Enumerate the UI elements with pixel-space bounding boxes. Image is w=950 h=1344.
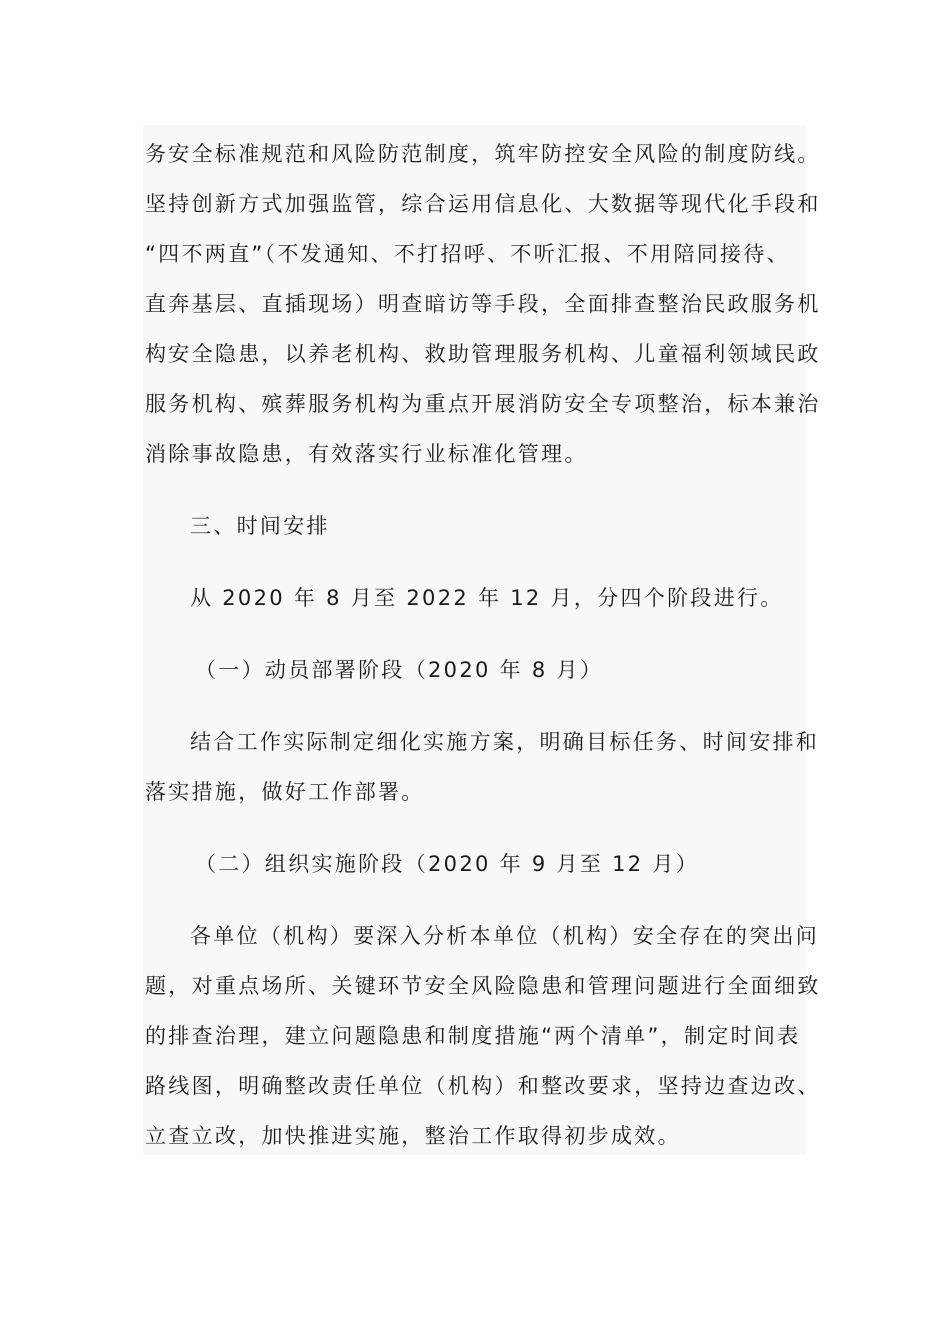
paragraph-line: 各单位（机构）要深入分析本单位（机构）安全存在的突出问 bbox=[190, 924, 820, 948]
subsection-heading: （二）组织实施阶段（2020 年 9 月至 12 月） bbox=[195, 852, 700, 876]
paragraph-line: 消除事故隐患，有效落实行业标准化管理。 bbox=[145, 442, 588, 466]
subsection-heading: （一）动员部署阶段（2020 年 8 月） bbox=[195, 658, 604, 682]
paragraph-line: “四不两直”（不发通知、不打招呼、不听汇报、不用陪同接待、 bbox=[145, 242, 790, 266]
paragraph-line: 路线图，明确整改责任单位（机构）和整改要求，坚持边查边改、 bbox=[145, 1074, 821, 1098]
paragraph-line: 务安全标准规范和风险防范制度，筑牢防控安全风险的制度防线。 bbox=[145, 142, 821, 166]
paragraph-line: 服务机构、殡葬服务机构为重点开展消防安全专项整治，标本兼治 bbox=[145, 392, 821, 416]
paragraph-line: 的排查治理，建立问题隐患和制度措施“两个清单”，制定时间表 bbox=[145, 1024, 801, 1048]
paragraph-line: 直奔基层、直插现场）明查暗访等手段，全面排查整治民政服务机 bbox=[145, 292, 821, 316]
paragraph-line: 题，对重点场所、关键环节安全风险隐患和管理问题进行全面细致 bbox=[145, 974, 821, 998]
paragraph-line: 从 2020 年 8 月至 2022 年 12 月，分四个阶段进行。 bbox=[190, 586, 784, 610]
paragraph-line: 构安全隐患，以养老机构、救助管理服务机构、儿童福利领域民政 bbox=[145, 342, 821, 366]
paragraph-line: 坚持创新方式加强监管，综合运用信息化、大数据等现代化手段和 bbox=[145, 192, 821, 216]
paragraph-line: 立查立改，加快推进实施，整治工作取得初步成效。 bbox=[145, 1124, 681, 1148]
paragraph-line: 落实措施，做好工作部署。 bbox=[145, 780, 425, 804]
paragraph-line: 结合工作实际制定细化实施方案，明确目标任务、时间安排和 bbox=[190, 730, 820, 754]
section-heading: 三、时间安排 bbox=[190, 514, 330, 538]
document-page bbox=[143, 125, 821, 1155]
